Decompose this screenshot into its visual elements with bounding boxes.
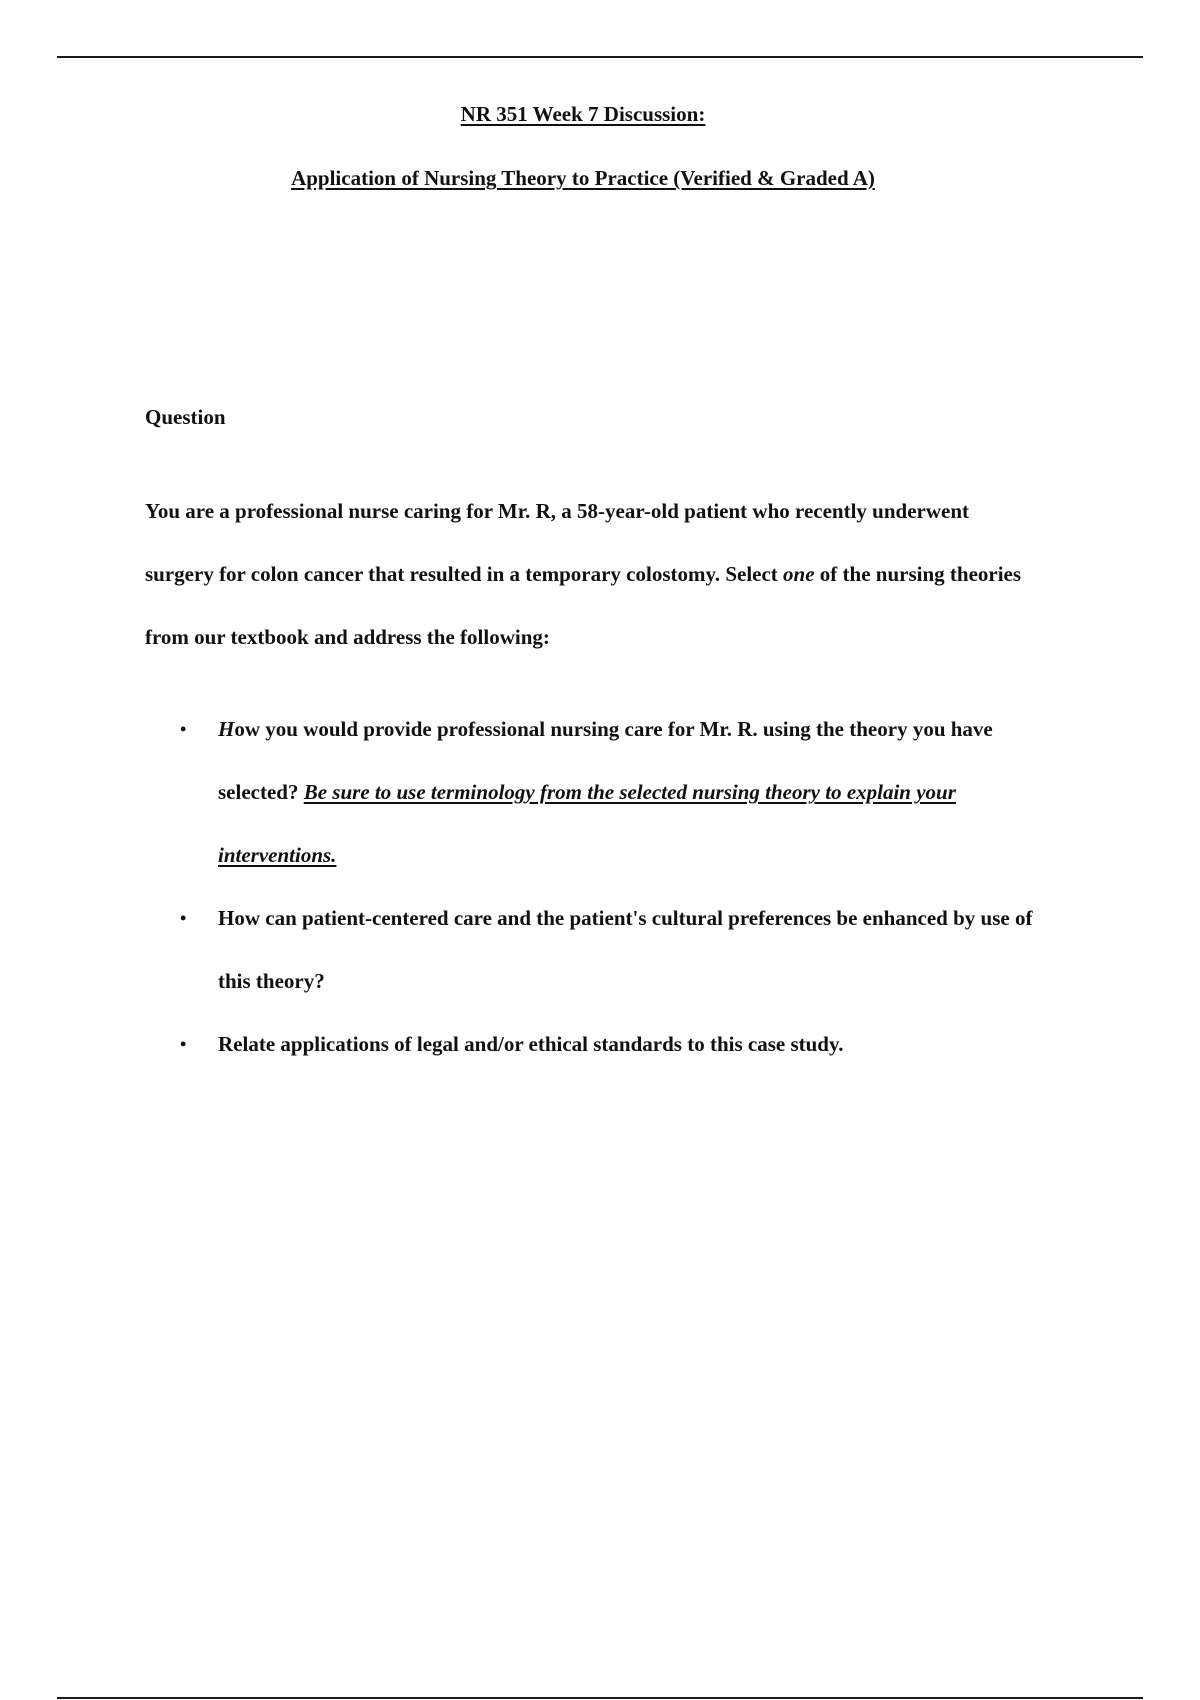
- bullet-1-emphasis-end: interventions.: [218, 843, 337, 867]
- question-heading: Question: [145, 405, 226, 429]
- question-prompt: [145, 480, 1105, 669]
- bullet-2-line-1: How can patient-centered care and the patient's cultural preferences be enhanced by use of: [218, 906, 1033, 930]
- prompt-line-2-start: surgery for colon cancer that resulted in a temporary colostomy. Select: [145, 562, 784, 586]
- prompt-emphasis-one: one: [783, 562, 815, 586]
- bottom-rule: [57, 1697, 1143, 1699]
- prompt-line-2: [145, 543, 1105, 606]
- list-item: [145, 1013, 1105, 1076]
- bullet-1-line-2-text: selected?: [218, 780, 304, 804]
- bullet-1-emphasis: Be sure to use terminology from the selected nursing theory to explain your: [303, 780, 956, 804]
- prompt-line-2-end: of the nursing theories: [814, 562, 1022, 586]
- bullet-icon: •: [180, 1034, 187, 1054]
- question-bullet-list: [145, 698, 1105, 1076]
- bullet-2-line-2: this theory?: [218, 969, 325, 993]
- bullet-1-line-1: [218, 698, 1105, 761]
- list-item: [145, 698, 1105, 887]
- bullet-1-initial: H: [218, 717, 235, 741]
- document-subtitle: Application of Nursing Theory to Practice (Verified & Graded A): [291, 166, 875, 190]
- list-item: [145, 887, 1105, 1013]
- bullet-icon: •: [180, 908, 187, 928]
- bullet-icon: •: [180, 719, 187, 739]
- bullet-1-line-2: [218, 761, 1105, 824]
- bullet-1-line-1-text: ow you would provide professional nursing care for Mr. R. using the theory you have: [234, 717, 993, 741]
- prompt-line-3: from our textbook and address the following:: [145, 625, 550, 649]
- top-rule: [57, 56, 1143, 58]
- bullet-1-line-3: [218, 824, 1105, 887]
- prompt-line-1: You are a professional nurse caring for Mr. R, a 58-year-old patient who recently underwent: [145, 499, 970, 523]
- bullet-3-line-1: Relate applications of legal and/or ethical standards to this case study.: [218, 1032, 844, 1056]
- document-title: NR 351 Week 7 Discussion:: [460, 102, 706, 126]
